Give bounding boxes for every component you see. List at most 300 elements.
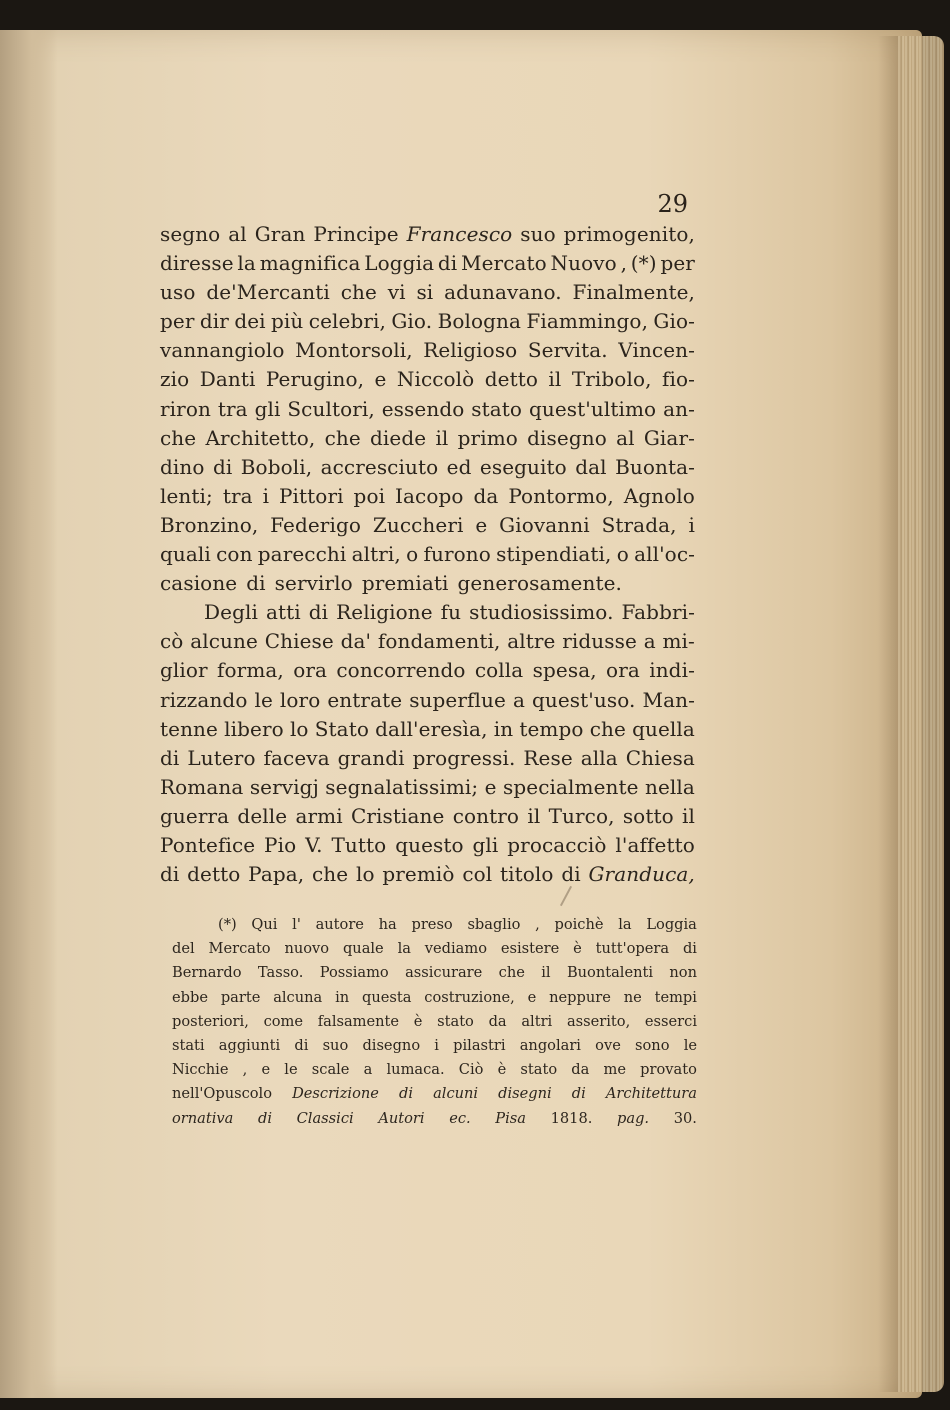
body-text-word: quest'uso. xyxy=(531,687,636,712)
footnote-word: Buontalenti xyxy=(566,964,654,982)
body-text-word: ora xyxy=(293,658,328,683)
body-text-word: premiò xyxy=(382,862,455,887)
body-text-line xyxy=(160,453,695,482)
body-text-word: armi xyxy=(295,803,343,828)
body-text-word: Buonta- xyxy=(615,454,695,479)
footnote-word: angolari xyxy=(519,1036,581,1054)
body-text-word: lo xyxy=(289,716,309,741)
body-text-word: Pio xyxy=(264,832,297,857)
body-text-word: nella xyxy=(645,774,695,799)
footnote-word: del xyxy=(172,940,195,958)
body-text-word: Servita. xyxy=(527,338,608,363)
body-text-word: mi- xyxy=(662,629,695,654)
body-text-word: segno xyxy=(160,222,221,246)
footnote-line xyxy=(172,986,697,1010)
body-text-word: al xyxy=(616,425,635,450)
footnote-word: Classici xyxy=(296,1109,354,1127)
body-text-word: zio xyxy=(160,367,190,392)
body-text-word: Pittori xyxy=(278,483,344,508)
footnote-line xyxy=(172,913,697,937)
footnote-line xyxy=(172,1058,697,1082)
body-text-line xyxy=(160,278,695,307)
footnote-word: autore xyxy=(315,916,364,933)
footnote-word: stato xyxy=(520,1061,558,1079)
body-text-line xyxy=(160,686,695,715)
body-text-word: tra xyxy=(217,396,248,421)
body-text-word: Man- xyxy=(642,687,695,712)
footnote-word: esistere xyxy=(500,940,560,958)
body-text-word: sotto xyxy=(622,803,674,828)
body-text-line xyxy=(160,424,695,453)
footnote-word: falsamente xyxy=(317,1012,400,1030)
body-text-word: casione xyxy=(160,571,238,596)
body-text-word: Papa, xyxy=(248,862,305,887)
body-text-word: il xyxy=(548,367,562,392)
footnote-word: ha xyxy=(378,916,397,933)
body-text-word: stato xyxy=(471,396,523,421)
body-text-word: da xyxy=(473,483,499,508)
body-text-word: Mercato xyxy=(461,251,547,276)
body-text-word: segnalatissimi; xyxy=(325,774,479,799)
body-text-word: progressi. xyxy=(412,745,516,770)
body-text-word: diresse xyxy=(160,251,234,276)
page-number: 29 xyxy=(657,190,688,218)
footnote-word: da xyxy=(488,1012,507,1030)
body-text-word: suo xyxy=(520,222,556,246)
body-text-word: che xyxy=(160,425,197,450)
body-text-word: Tribolo, xyxy=(571,367,652,392)
fore-edge-shadow xyxy=(878,36,900,1392)
footnote-word: di xyxy=(571,1085,586,1103)
body-text-word: spesa, xyxy=(532,658,597,683)
body-text-word: primo xyxy=(457,425,518,450)
body-text-word: loro xyxy=(279,687,321,712)
body-text-word: Granduca, xyxy=(588,862,695,887)
footnote-line xyxy=(172,961,697,985)
footnote-word: quale xyxy=(342,940,384,958)
body-text-word: forma, xyxy=(217,658,284,683)
body-text-word: questo xyxy=(395,832,464,857)
body-text-word: generosamente. xyxy=(457,571,622,596)
body-text-word: al xyxy=(228,222,247,246)
footnote-word: di xyxy=(398,1085,413,1103)
body-text-word: il xyxy=(681,803,695,828)
footnote-word: assicurare xyxy=(405,964,483,982)
body-text-word: faceva xyxy=(263,745,330,770)
footnote-word: è xyxy=(573,940,582,958)
body-text-word: Chiesa xyxy=(625,745,695,770)
body-text-word: altre xyxy=(507,629,556,654)
body-text-word: quali xyxy=(160,542,211,567)
footnote-word: ornativa xyxy=(172,1109,234,1127)
body-text-word: Turco, xyxy=(548,803,615,828)
footnote-word: costruzione, xyxy=(424,988,515,1006)
footnote-word: Ciò xyxy=(458,1061,484,1079)
footnote-word: la xyxy=(397,940,411,958)
footnote-word: è xyxy=(413,1012,423,1030)
footnote-word: tempi xyxy=(654,988,697,1006)
body-text-word: Gio- xyxy=(653,309,695,334)
footnote-word: Qui xyxy=(251,916,278,933)
body-text-word: di xyxy=(160,862,180,887)
footnote-word: esserci xyxy=(644,1012,697,1030)
body-text-word: servirlo xyxy=(274,571,353,596)
body-text-word: celebri, xyxy=(308,309,386,334)
body-text-word: delle xyxy=(237,803,288,828)
body-text-word: di xyxy=(308,600,329,625)
body-text-word: di xyxy=(437,251,458,276)
body-text-line xyxy=(160,249,695,278)
body-text-word: disegno xyxy=(527,425,607,450)
body-text-word: Vincen- xyxy=(618,338,695,363)
footnote-word: ebbe xyxy=(172,988,208,1006)
main-text xyxy=(160,220,695,889)
body-text-word: in xyxy=(493,716,514,741)
body-text-word: rizzando xyxy=(160,687,248,712)
body-text-word: accresciuto xyxy=(320,454,439,479)
footnote-word: disegni xyxy=(498,1085,552,1103)
body-text-word: colla xyxy=(474,658,524,683)
body-text-line xyxy=(160,395,695,424)
footnote-word: nuovo xyxy=(284,940,330,958)
body-text-word: Religione xyxy=(336,600,433,625)
body-text-word: o xyxy=(616,542,629,567)
body-text-word: Iacopo xyxy=(395,483,464,508)
footnote-word: è xyxy=(497,1061,507,1079)
body-text-line xyxy=(160,598,695,627)
footnote-word: di xyxy=(682,940,697,958)
footnote-word: e xyxy=(261,1061,271,1079)
footnote-word: le xyxy=(683,1036,697,1054)
footnote-word: ec. xyxy=(449,1109,471,1127)
footnote-word: preso xyxy=(411,916,453,933)
body-text-word: Romana xyxy=(160,774,244,799)
footnote-word: a xyxy=(363,1061,373,1079)
footnote-word: , xyxy=(535,916,540,933)
body-text-word: i xyxy=(262,483,270,508)
body-text-word: tempo xyxy=(519,716,584,741)
body-text-word: di xyxy=(246,571,266,596)
body-text-word: Principe xyxy=(313,222,399,246)
body-text-word: il xyxy=(527,803,541,828)
body-text-line xyxy=(160,860,695,889)
body-text-word: Degli xyxy=(204,600,258,625)
body-text-word: Gio. xyxy=(391,309,433,334)
footnote-word: Pisa xyxy=(495,1109,526,1127)
body-text-word: contro xyxy=(452,803,520,828)
body-text-line xyxy=(160,220,695,249)
body-text-word: (*) xyxy=(630,251,657,276)
body-text-word: ora xyxy=(606,658,640,683)
body-text-word: dall'eresìa, xyxy=(375,716,488,741)
footnote-word: , xyxy=(242,1061,248,1079)
footnote-word: non xyxy=(669,964,697,982)
footnote-word: Loggia xyxy=(646,916,697,933)
body-text-word: che xyxy=(312,862,349,887)
body-text-line xyxy=(160,365,695,394)
body-text-word: le xyxy=(254,687,273,712)
body-text-line xyxy=(160,307,695,336)
body-text-word: an- xyxy=(663,396,695,421)
footnote-word: provato xyxy=(640,1061,697,1079)
footnote-word: tutt'opera xyxy=(595,940,670,958)
footnote-word: (*) xyxy=(218,916,237,933)
body-text-word: a xyxy=(643,629,656,654)
body-text-word: indi- xyxy=(649,658,695,683)
body-text-word: i xyxy=(688,512,695,537)
body-text-word: cò xyxy=(160,629,184,654)
body-text-word: lo xyxy=(355,862,375,887)
footnote-word: alcuni xyxy=(433,1085,479,1103)
footnote-word: asserito, xyxy=(566,1012,631,1030)
footnote-word: 30. xyxy=(673,1109,697,1127)
footnote-word: stati xyxy=(172,1036,205,1054)
body-text-word: Cristiane xyxy=(350,803,445,828)
body-text-line xyxy=(160,569,695,598)
body-text-word: V. xyxy=(305,832,323,857)
body-text-word: uso xyxy=(160,280,196,305)
body-text-word: Agnolo xyxy=(623,483,695,508)
body-text-word: , xyxy=(620,251,628,276)
body-text-word: diede xyxy=(370,425,427,450)
body-text-word: all'oc- xyxy=(634,542,695,567)
body-text-word: il xyxy=(435,425,449,450)
body-text-line xyxy=(160,482,695,511)
footnote-word: scale xyxy=(311,1061,350,1079)
body-text-word: concorrendo xyxy=(336,658,466,683)
footnote-line xyxy=(172,937,697,961)
footnote-word: lumaca. xyxy=(386,1061,445,1079)
body-text-word: procacciò xyxy=(507,832,607,857)
body-text-word: Pontormo, xyxy=(508,483,614,508)
body-text-word: Zuccheri xyxy=(372,512,464,537)
body-text-line xyxy=(160,715,695,744)
body-text-line xyxy=(160,744,695,773)
body-text-word: Religioso xyxy=(423,338,518,363)
body-text-word: o xyxy=(406,542,419,567)
body-text-line xyxy=(160,336,695,365)
body-text-word: essendo xyxy=(381,396,465,421)
body-text-word: specialmente xyxy=(503,774,639,799)
body-text-word: quella xyxy=(632,716,695,741)
footnote-word: sbaglio xyxy=(467,916,521,933)
body-text-word: Perugino, xyxy=(265,367,365,392)
body-text-word: quest'ultimo xyxy=(528,396,657,421)
body-text-word: gli xyxy=(254,396,281,421)
footnote-line xyxy=(172,1107,697,1131)
body-text-word: vi xyxy=(387,280,406,305)
footnote-word: vediamo xyxy=(424,940,488,958)
footnote-word: disegno xyxy=(362,1036,421,1054)
body-text-word: Giovanni xyxy=(499,512,590,537)
body-text-word: di xyxy=(212,454,233,479)
body-text-word: alcune xyxy=(190,629,258,654)
footnote-word: in xyxy=(335,988,350,1006)
body-text-word: e xyxy=(475,512,488,537)
body-text-word: alla xyxy=(580,745,618,770)
body-text-line xyxy=(160,540,695,569)
body-text-word: lenti; xyxy=(160,483,213,508)
body-text-word: per xyxy=(160,309,195,334)
footnote-word: Nicchie xyxy=(172,1061,229,1079)
body-text-word: Fiammingo, xyxy=(526,309,649,334)
body-text-word: da' xyxy=(340,629,372,654)
footnote-word: ove xyxy=(595,1036,621,1054)
footnote-word: Architettura xyxy=(605,1085,697,1103)
body-text-word: de'Mercanti xyxy=(206,280,330,305)
body-text-word: adunavano. xyxy=(444,280,562,305)
footnote-line xyxy=(172,1082,697,1106)
footnote-line xyxy=(172,1034,697,1058)
footnote-word: aggiunti xyxy=(218,1036,281,1054)
footnote-word: pilastri xyxy=(453,1036,506,1054)
body-text-word: Gran xyxy=(254,222,306,246)
body-text-word: di xyxy=(160,745,180,770)
body-text-word: Danti xyxy=(199,367,256,392)
body-text-word: Strada, xyxy=(601,512,677,537)
body-text-line xyxy=(160,627,695,656)
body-text-word: poi xyxy=(353,483,386,508)
footnote-word: Descrizione xyxy=(292,1085,379,1103)
body-text-line xyxy=(160,656,695,685)
footnote-word: stato xyxy=(437,1012,474,1030)
body-text-word: più xyxy=(271,309,304,334)
footnote-word: l' xyxy=(292,916,301,933)
footnote-word: Mercato xyxy=(208,940,271,958)
body-text-word: Nuovo xyxy=(550,251,617,276)
body-text-word: libero xyxy=(224,716,284,741)
body-text-word: la xyxy=(237,251,256,276)
footnote-word: neppure xyxy=(549,988,611,1006)
footnote-word: la xyxy=(618,916,632,933)
body-text-word: superflue xyxy=(409,687,506,712)
body-text-line xyxy=(160,802,695,831)
footnote-word: Possiamo xyxy=(319,964,389,982)
body-text-word: ed xyxy=(446,454,472,479)
body-text-word: e xyxy=(374,367,387,392)
footnote-word: come xyxy=(263,1012,303,1030)
body-text-word: Fabbri- xyxy=(621,600,695,625)
body-text-word: Stato xyxy=(314,716,369,741)
footnote-word: ne xyxy=(623,988,642,1006)
footnote-word: nell'Opuscolo xyxy=(172,1085,272,1103)
body-text-word: dino xyxy=(160,454,205,479)
body-text-word: Chiese xyxy=(264,629,334,654)
body-text-word: per xyxy=(660,251,695,276)
body-text-word: Bronzino, xyxy=(160,512,259,537)
footnote-word: di xyxy=(294,1036,309,1054)
body-text-word: col xyxy=(462,862,493,887)
body-text-word: servigj xyxy=(249,774,319,799)
body-text-word: Architetto, xyxy=(205,425,316,450)
footnote-line xyxy=(172,1010,697,1034)
body-text-word: Loggia xyxy=(364,251,435,276)
footnote-word: le xyxy=(284,1061,298,1079)
body-text-word: stipendiati, xyxy=(496,542,612,567)
body-text-word: l'affetto xyxy=(615,832,695,857)
body-text-word: che xyxy=(324,425,361,450)
body-text-word: grandi xyxy=(337,745,405,770)
body-text-word: atti xyxy=(265,600,301,625)
footnote-word: e xyxy=(527,988,537,1006)
footnote-word: sono xyxy=(635,1036,670,1054)
body-text-word: dir xyxy=(199,309,229,334)
body-text-word: Scultori, xyxy=(287,396,375,421)
footnote-word: i xyxy=(434,1036,439,1054)
footnote-word: 1818. xyxy=(550,1109,593,1127)
body-text-word: dei xyxy=(234,309,266,334)
body-text-word: Niccolò xyxy=(396,367,475,392)
body-text-line xyxy=(160,831,695,860)
body-text-word: Giar- xyxy=(643,425,695,450)
footnote-word: suo xyxy=(322,1036,349,1054)
body-text-word: guerra xyxy=(160,803,230,828)
body-text-word: entrate xyxy=(327,687,403,712)
footnote-word: me xyxy=(603,1061,626,1079)
body-text-word: Federigo xyxy=(270,512,361,537)
body-text-word: a xyxy=(512,687,525,712)
footnote-word: parte xyxy=(220,988,261,1006)
body-text-word: Francesco xyxy=(406,222,513,246)
body-text-word: Lutero xyxy=(187,745,256,770)
footnote-word: di xyxy=(257,1109,272,1127)
body-text-word: studiosissimo. xyxy=(469,600,614,625)
body-text-word: che xyxy=(340,280,377,305)
body-text-word: e xyxy=(484,774,497,799)
body-text-word: Pontefice xyxy=(160,832,256,857)
footnote-word: il xyxy=(541,964,551,982)
body-text-word: Montorsoli, xyxy=(295,338,413,363)
body-text-word: fondamenti, xyxy=(377,629,501,654)
body-text-word: detto xyxy=(187,862,241,887)
footnote-word: poichè xyxy=(554,916,604,933)
footnote-word: questa xyxy=(362,988,412,1006)
body-text-word: eseguito xyxy=(479,454,567,479)
body-text-word: Tutto xyxy=(331,832,387,857)
page-edges xyxy=(898,36,944,1392)
body-text-word: Rese xyxy=(523,745,573,770)
body-text-word: primogenito, xyxy=(563,222,695,246)
body-text-word: vannangiolo xyxy=(160,338,285,363)
footnote-word: Autori xyxy=(378,1109,425,1127)
footnote-word: da xyxy=(571,1061,590,1079)
footnote-word: che xyxy=(498,964,525,982)
body-text-word: detto xyxy=(484,367,538,392)
body-text-line xyxy=(160,773,695,802)
footnote-word: alcuna xyxy=(273,988,323,1006)
body-text-word: si xyxy=(416,280,434,305)
body-text-word: Finalmente, xyxy=(572,280,695,305)
body-text-word: dal xyxy=(575,454,607,479)
footnote-word: posteriori, xyxy=(172,1012,249,1030)
footnote-word: altri xyxy=(521,1012,553,1030)
body-text-word: ridusse xyxy=(562,629,637,654)
body-text-word: tenne xyxy=(160,716,218,741)
body-text-word: che xyxy=(589,716,626,741)
footnote-word: Tasso. xyxy=(257,964,304,982)
body-text-word: glior xyxy=(160,658,208,683)
body-text-word: magnifica xyxy=(259,251,361,276)
body-text-word: tra xyxy=(222,483,253,508)
body-text-word: altri, xyxy=(351,542,401,567)
binding-gutter xyxy=(0,30,58,1398)
body-text-word: gli xyxy=(472,832,499,857)
body-text-word: con xyxy=(216,542,253,567)
footnote-word: Bernardo xyxy=(172,964,242,982)
body-text-word: fu xyxy=(440,600,462,625)
body-text-word: di xyxy=(561,862,581,887)
footnote xyxy=(172,913,697,1131)
